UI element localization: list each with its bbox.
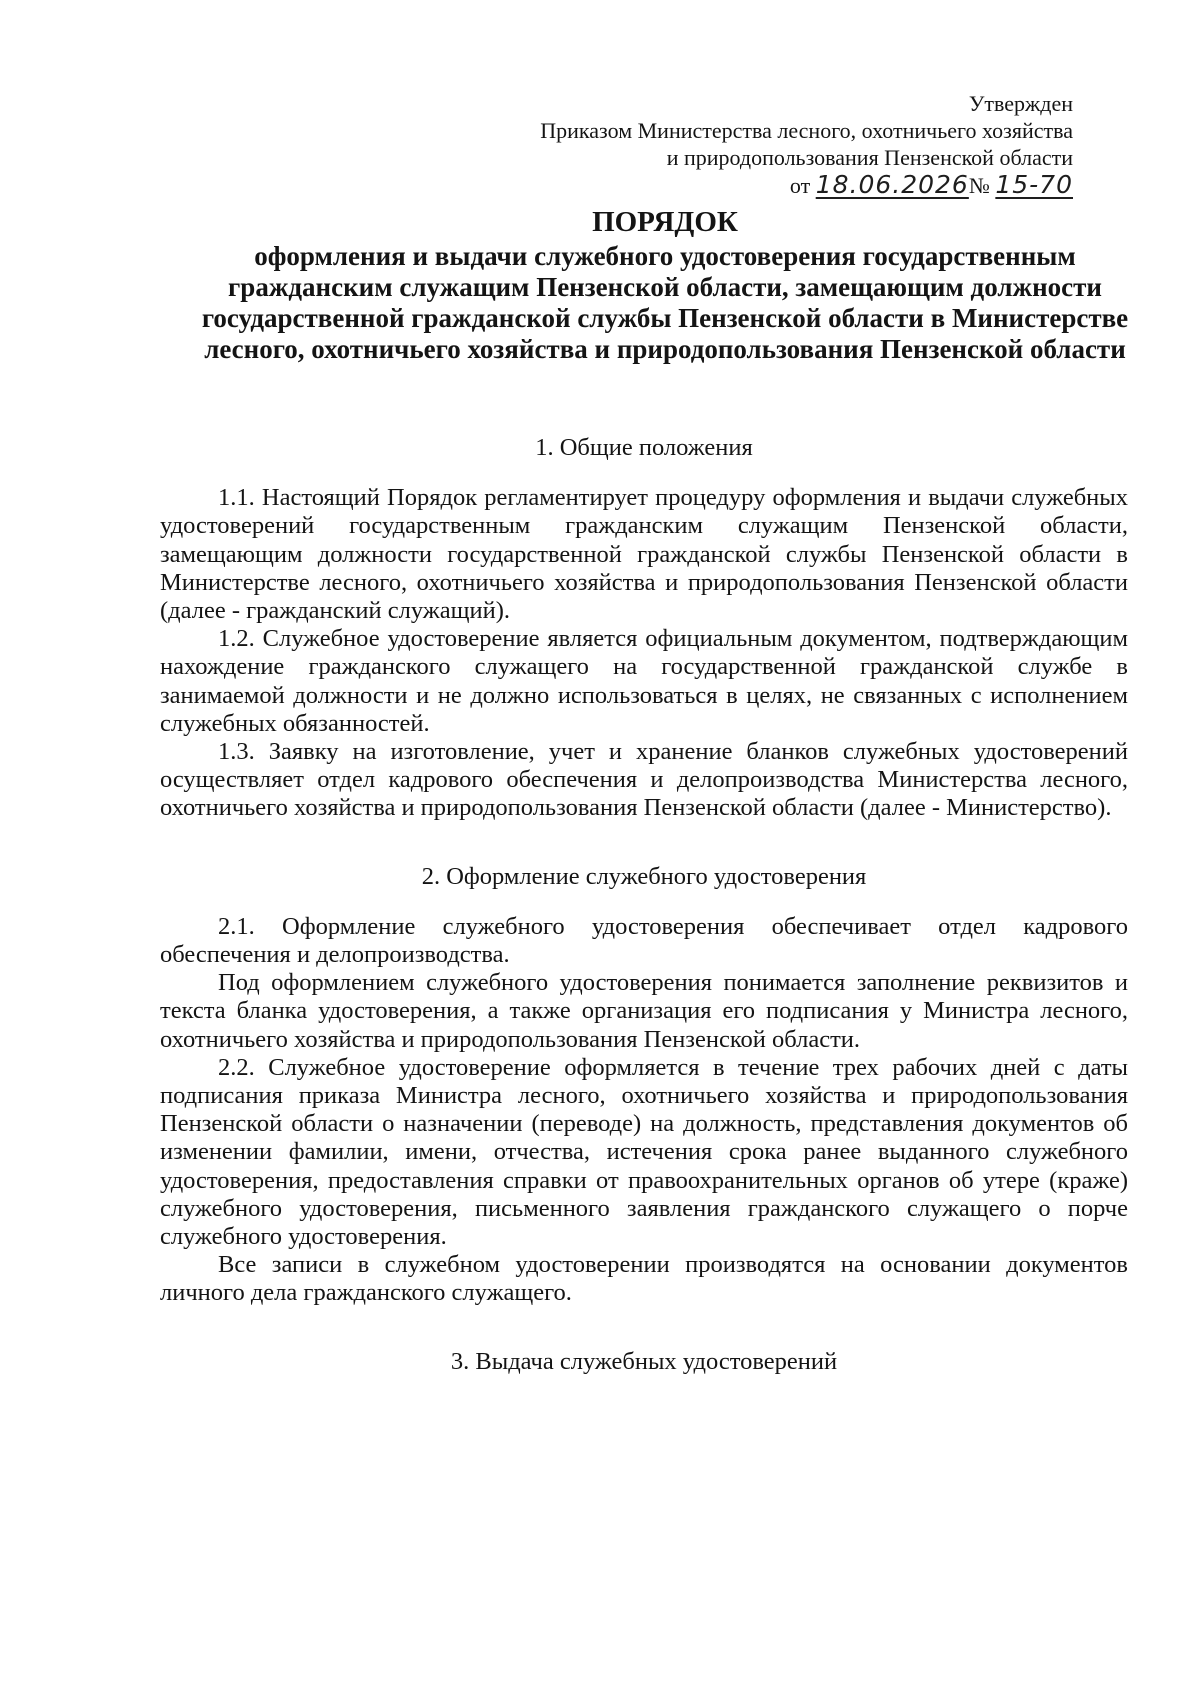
section-heading: 2. Оформление служебного удостоверения — [421, 862, 867, 890]
section-certificate-issuance — [160, 1348, 1128, 1376]
title-main: ПОРЯДОК — [592, 206, 738, 238]
section-general-provisions — [160, 434, 1128, 823]
approval-stamp-block — [473, 90, 1073, 199]
title-subtitle: оформления и выдачи служебного удостоверения государственным гражданским служащим Пензенской области, замещающим должности государственной гражданской службы Пензенской области в Министерстве лесного, охотничьего хозяйства и природопользования Пензенской области — [201, 241, 1129, 364]
paragraph-2-2-continued: Все записи в служебном удостоверении производятся на основании документов личного дела гражданского служащего. — [160, 1251, 1128, 1307]
document-body — [160, 434, 1128, 1398]
paragraph-2-1-continued: Под оформлением служебного удостоверения понимается заполнение реквизитов и текста бланка удостоверения, а также организация его подписания у Министра лесного, охотничьего хозяйства и природопользования Пензенской области. — [160, 969, 1128, 1053]
number-sign: № — [968, 173, 990, 198]
document-title — [190, 207, 1140, 365]
handwritten-date: 18.06.2026 — [815, 170, 969, 199]
handwritten-order-number: 15-70 — [995, 170, 1073, 199]
paragraph-2-1: 2.1. Оформление служебного удостоверения обеспечивает отдел кадрового обеспечения и делопроизводства. — [160, 912, 1128, 969]
paragraph-2-2: 2.2. Служебное удостоверение оформляется в течение трех рабочих дней с даты подписания приказа Министра лесного, охотничьего хозяйства и природопользования Пензенской области о назначении (переводе) на должность, представления документов об изменении фамилии, имени, отчества, истечения срока ранее выданного служебного удостоверения, предоставления справки от правоохранительных органов об утере (краже) служебного удостоверения, письменного заявления гражданского служащего о порче служебного удостоверения. — [160, 1053, 1128, 1251]
section-heading: 1. Общие положения — [535, 434, 753, 461]
approval-date-line — [473, 171, 1073, 199]
approval-line-approved: Утвержден — [968, 91, 1073, 116]
approval-line-ministry: и природопользования Пензенской области — [666, 145, 1073, 170]
paragraph-1-3: 1.3. Заявку на изготовление, учет и хранение бланков служебных удостоверений осуществляет отдел кадрового обеспечения и делопроизводства Министерства лесного, охотничьего хозяйства и природопользования Пензенской области (далее - Министерство). — [160, 738, 1128, 822]
section-certificate-registration — [160, 863, 1128, 1308]
date-prefix: от — [789, 173, 811, 198]
paragraph-1-1: 1.1. Настоящий Порядок регламентирует процедуру оформления и выдачи служебных удостоверений государственным гражданским служащим Пензенской области, замещающим должности государственной гражданской службы Пензенской области в Министерстве лесного, охотничьего хозяйства и природопользования Пензенской области (далее - гражданский служащий). — [160, 484, 1128, 625]
section-heading: 3. Выдача служебных удостоверений — [450, 1347, 838, 1375]
paragraph-1-2: 1.2. Служебное удостоверение является официальным документом, подтверждающим нахождение гражданского служащего на государственной гражданской службе в занимаемой должности и не должно использоваться в целях, не связанных с исполнением служебных обязанностей. — [160, 625, 1128, 737]
approval-line-order: Приказом Министерства лесного, охотничьего хозяйства — [540, 118, 1073, 143]
